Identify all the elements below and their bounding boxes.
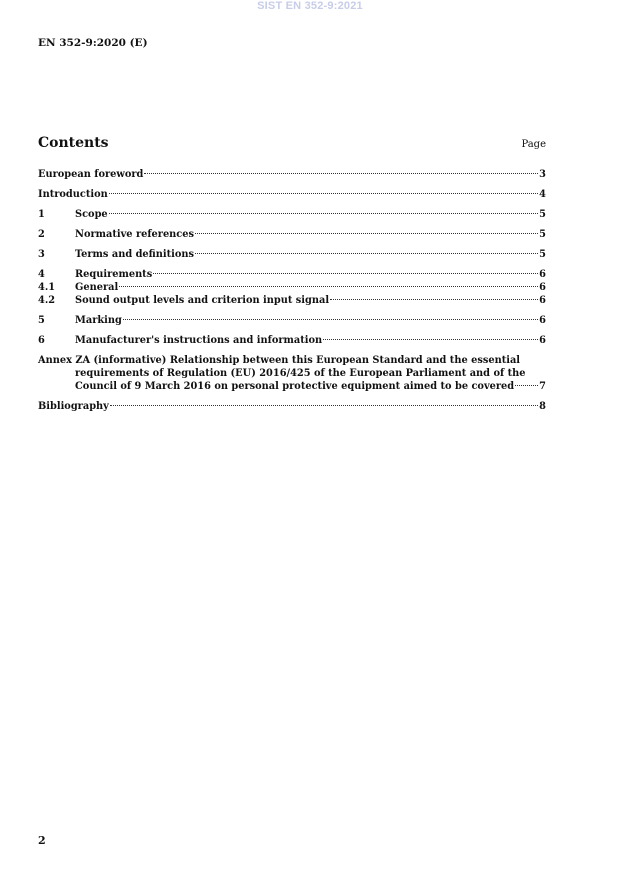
toc-entry-number: 2 — [38, 229, 45, 240]
toc-entry-title: General — [75, 282, 119, 293]
toc-entry-annex-za[interactable] — [38, 354, 546, 393]
dot-leader — [144, 173, 538, 174]
toc-entry-normative-references[interactable] — [38, 228, 546, 241]
toc-entry-page: 6 — [539, 269, 546, 280]
toc-entry-title: Terms and definitions — [75, 249, 195, 260]
toc-entry-page: 4 — [539, 189, 546, 200]
table-of-contents — [38, 168, 546, 413]
toc-entry-title: Requirements — [75, 269, 153, 280]
toc-entry-title: Bibliography — [38, 401, 109, 412]
annex-title-line-1: Annex ZA (informative) Relationship between this European Standard and the essential — [38, 355, 521, 366]
watermark: SIST EN 352-9:2021 — [257, 0, 363, 12]
annex-title-line-2: requirements of Regulation (EU) 2016/425 of the European Parliament and of the — [75, 368, 526, 379]
toc-entry-page: 5 — [539, 229, 546, 240]
dot-leader — [323, 339, 538, 340]
toc-entry-title: Marking — [75, 315, 122, 326]
toc-entry-number: 3 — [38, 249, 45, 260]
contents-heading: Contents — [38, 135, 109, 151]
dot-leader — [109, 213, 539, 214]
toc-entry-general[interactable] — [38, 281, 546, 294]
dot-leader — [153, 273, 538, 274]
toc-entry-page: 6 — [539, 315, 546, 326]
toc-entry-number: 5 — [38, 315, 45, 326]
dot-leader — [195, 233, 538, 234]
toc-entry-requirements[interactable] — [38, 268, 546, 281]
toc-entry-number: 4 — [38, 269, 45, 280]
toc-entry-number: 4.1 — [38, 282, 56, 293]
toc-entry-page: 6 — [539, 295, 546, 306]
toc-entry-page: 5 — [539, 249, 546, 260]
toc-entry-european-foreword[interactable] — [38, 168, 546, 181]
document-header: EN 352-9:2020 (E) — [38, 37, 148, 49]
toc-entry-title: Normative references — [75, 229, 195, 240]
toc-entry-marking[interactable] — [38, 314, 546, 327]
page-number: 2 — [38, 834, 46, 847]
toc-entry-page: 6 — [539, 282, 546, 293]
toc-entry-terms-and-definitions[interactable] — [38, 248, 546, 261]
dot-leader — [123, 319, 538, 320]
dot-leader — [119, 286, 538, 287]
toc-entry-title: Introduction — [38, 189, 108, 200]
dot-leader — [110, 405, 538, 406]
toc-entry-page: 7 — [539, 381, 546, 392]
toc-entry-title: Sound output levels and criterion input signal — [75, 295, 330, 306]
toc-entry-title: Scope — [75, 209, 108, 220]
dot-leader — [515, 385, 538, 386]
toc-entry-bibliography[interactable] — [38, 400, 546, 413]
page-column-label: Page — [521, 139, 546, 150]
toc-entry-number: 6 — [38, 335, 45, 346]
toc-entry-manufacturers-instructions[interactable] — [38, 334, 546, 347]
toc-entry-introduction[interactable] — [38, 188, 546, 201]
toc-entry-title: European foreword — [38, 169, 144, 180]
toc-entry-scope[interactable] — [38, 208, 546, 221]
toc-entry-page: 5 — [539, 209, 546, 220]
dot-leader — [330, 299, 538, 300]
toc-entry-number: 4.2 — [38, 295, 56, 306]
toc-entry-page: 6 — [539, 335, 546, 346]
annex-title-line-3: Council of 9 March 2016 on personal protective equipment aimed to be covered — [75, 381, 515, 392]
toc-entry-number: 1 — [38, 209, 45, 220]
dot-leader — [109, 193, 538, 194]
toc-entry-title: Manufacturer's instructions and information — [75, 335, 323, 346]
toc-entry-sound-output-levels[interactable] — [38, 294, 546, 307]
toc-entry-page: 3 — [539, 169, 546, 180]
toc-entry-page: 8 — [539, 401, 546, 412]
dot-leader — [195, 253, 538, 254]
